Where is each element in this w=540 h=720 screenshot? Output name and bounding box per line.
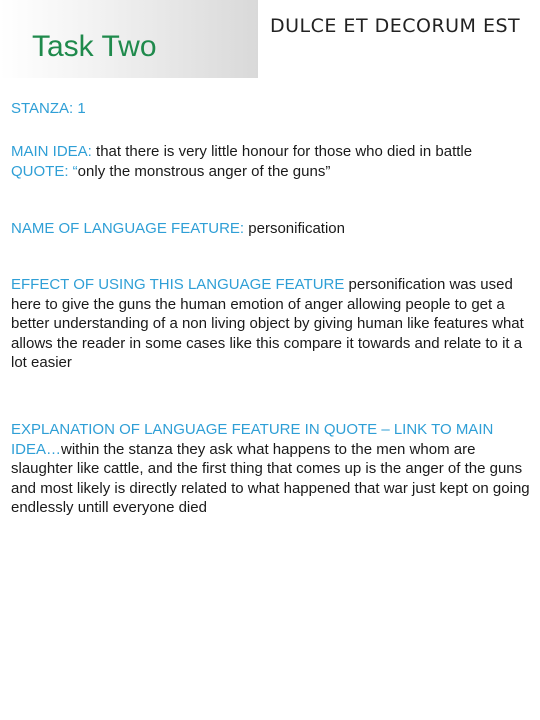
stanza-section: [11, 99, 533, 119]
feature-name-text: personification: [244, 220, 345, 237]
feature-name-label: NAME OF LANGUAGE FEATURE:: [11, 220, 245, 237]
effect-section: [11, 275, 533, 373]
main-idea-label: MAIN IDEA:: [11, 143, 92, 160]
main-idea-section: [11, 142, 533, 181]
main-idea-text: that there is very little honour for those who died in battle: [91, 143, 473, 160]
quote-text: only the monstrous anger of the guns”: [77, 162, 331, 180]
explanation-text: within the stanza they ask what happens to the men whom are slaughter like cattle, and the first thing that comes up is the anger of the guns and most likely is directly related to what happened that war just kept on going endlessly untill everyone died: [11, 440, 530, 517]
quote-label: QUOTE: “: [11, 162, 78, 180]
explanation-label: EXPLANATION OF LANGUAGE FEATURE IN QUOTE – LINK TO MAIN IDEA…: [11, 421, 494, 458]
quote-line: [11, 162, 533, 182]
title-panel: [0, 0, 258, 78]
effect-text: personification was used here to give the guns the human emotion of anger allowing people to get a better understanding of a non living object by giving human like features what allows the reader in some cases like this compare it towards and relate to it a lot easier: [11, 276, 524, 372]
explanation-section: [11, 420, 533, 518]
poem-title: DULCE ET DECORUM EST: [270, 15, 521, 37]
main-idea-paragraph: [11, 143, 472, 160]
stanza-label: STANZA: 1: [11, 100, 86, 117]
feature-name-section: [11, 219, 533, 239]
task-title: Task Two: [32, 30, 157, 63]
effect-label: EFFECT OF USING THIS LANGUAGE FEATURE: [11, 276, 345, 293]
